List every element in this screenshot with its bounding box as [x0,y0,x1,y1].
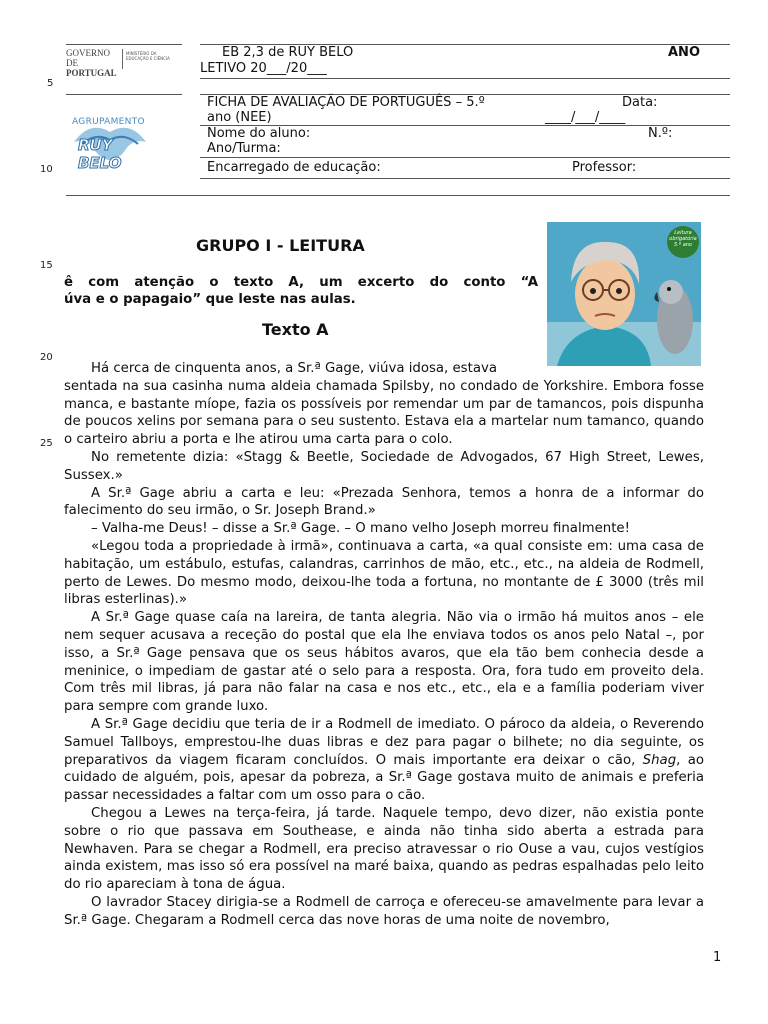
paragraph [64,716,704,805]
cover-badge-line1: Leitura [674,230,692,236]
ficha-title-2: ano (NEE) [207,110,272,125]
class-label: Ano/Turma: [207,141,281,156]
date-field[interactable]: ____/___/____ [545,110,626,125]
cover-badge-line3: 5.º ano [673,242,692,248]
guardian-label: Encarregado de educação: [207,160,381,175]
group-title: GRUPO I - LEITURA [196,236,365,255]
paragraph: O lavrador Stacey dirigia-se a Rodmell de carroça e ofereceu-se amavelmente para levar a Sr.ª Gage. Chegaram a Rodmell cerca das nove horas de uma noite de novembro, [64,894,704,928]
line-number: 15 [40,260,53,271]
ficha-title-1: FICHA DE AVALIAÇÃO DE PORTUGUÊS – 5.º [207,95,485,110]
government-logo [66,46,180,78]
paragraph: – Valha-me Deus! – disse a Sr.ª Gage. – O mano velho Joseph morreu finalmente! [91,521,630,537]
intro-line-1: ê com atenção o texto A, um excerto do conto “A [64,275,538,290]
agrupamento-logo [70,112,150,172]
line-number: 25 [40,438,53,449]
paragraph: A Sr.ª Gage quase caía na lareira, de tanta alegria. Não via o irmão há muitos anos – ele nem sequer acusava a receção do postal que ela lhe enviava todos os anos pelo Natal –, por isso, a Sr.ª Gage pensava que os seus hábitos avaros, que ela tão bem conhecia desde a meninice, o impediam de gastar até o selo para a resposta. Ora, fora tudo em proveito dela. Com três mil libras, já para não falar na casa e nos etc., etc., ela e a família poderiam viver para sempre com grande luxo. [64,610,704,715]
intro-text [64,274,538,308]
paragraph: Há cerca de cinquenta anos, a Sr.ª Gage, viúva idosa, estava [91,361,497,376]
gov-logo-ministry: MINISTÉRIO DA EDUCAÇÃO E CIÊNCIA [126,51,170,61]
cover-badge-line2: obrigatória [669,236,697,242]
paragraph: No remetente dizia: «Stagg & Beetle, Sociedade de Advogados, 67 High Street, Lewes, Sussex.» [64,449,704,483]
date-label: Data: [622,95,658,110]
paragraph: Chegou a Lewes na terça-feira, já tarde. Naquele tempo, devo dizer, não existia ponte sobre o rio que passava em Southease, e ainda não tinha sido aberta a estrada para Newhaven. Para se chegar a Rodmell, era preciso atravessar o rio Ouse a vau, cujos vestígios ainda existem, mas isso só era possível na maré baixa, quando as pedras espalhadas pelo leito do rio apareciam à tona de água. [64,805,704,893]
paragraph-part: A Sr.ª Gage decidiu que teria de ir a Rodmell de imediato. O pároco da aldeia, o Reverendo Samuel Tallboys, emprestou-lhe duas libras e dez para pagar o bilhete; no dia seguinte, os preparativos da viagem ficaram concluídos. O mais importante era deixar o cão, [64,716,704,768]
paragraph: A Sr.ª Gage abriu a carta e leu: «Prezada Senhora, temos a honra de a informar do falecimento do seu irmão, o Sr. Joseph Brand.» [64,485,704,519]
intro-line-2: úva e o papagaio” que leste nas aulas. [64,292,356,307]
text-a-body [64,360,704,930]
agrupamento-label: AGRUPAMENTO [72,117,145,127]
gov-logo-line2: PORTUGAL [66,68,117,78]
ano-label: ANO [668,45,700,60]
ano-letivo: LETIVO 20___/20___ [200,61,327,76]
student-number-label: N.º: [648,126,673,141]
line-number: 10 [40,164,53,175]
paragraph-part: , ao cuidado de alguém, pois, apesar da pobreza, a Sr.ª Gage gostava muito de animais e preferia passar necessidades a faltar com um osso para o cão. [64,752,705,804]
text-title: Texto A [262,320,329,339]
student-name-label: Nome do aluno: [207,126,311,141]
agrupamento-name: RUY BELO [78,136,122,172]
book-cover-image [547,222,701,366]
cover-badge [669,230,697,248]
page-number: 1 [713,950,722,965]
school-name: EB 2,3 de RUY BELO [222,45,354,60]
dog-name: Shag [642,752,677,768]
paragraph: «Legou toda a propriedade à irmã», continuava a carta, «a qual consiste em: uma casa de habitação, um estábulo, estufas, calandras, carrinhos de mão, etc., etc., na aldeia de Rodmell, perto de Lewes. Do mesmo modo, deixou-lhe toda a fortuna, no montante de £ 3000 (três mil libras esterlinas).» [64,538,704,608]
line-number: 20 [40,352,53,363]
teacher-label: Professor: [572,160,637,175]
paragraph: sentada na sua casinha numa aldeia chamada Spilsby, no condado de Yorkshire. Embora fosse manca, e bastante míope, fazia os possíveis por remendar um par de tamancos, pois dispunha de poucos xelins por semana para o seu sustento. Estava ela a martelar num tamanco, quando o carteiro abriu a porta e lhe atirou uma carta para o colo. [64,378,704,448]
line-number: 5 [47,78,54,89]
gov-logo-line1: GOVERNO DE [66,48,110,68]
